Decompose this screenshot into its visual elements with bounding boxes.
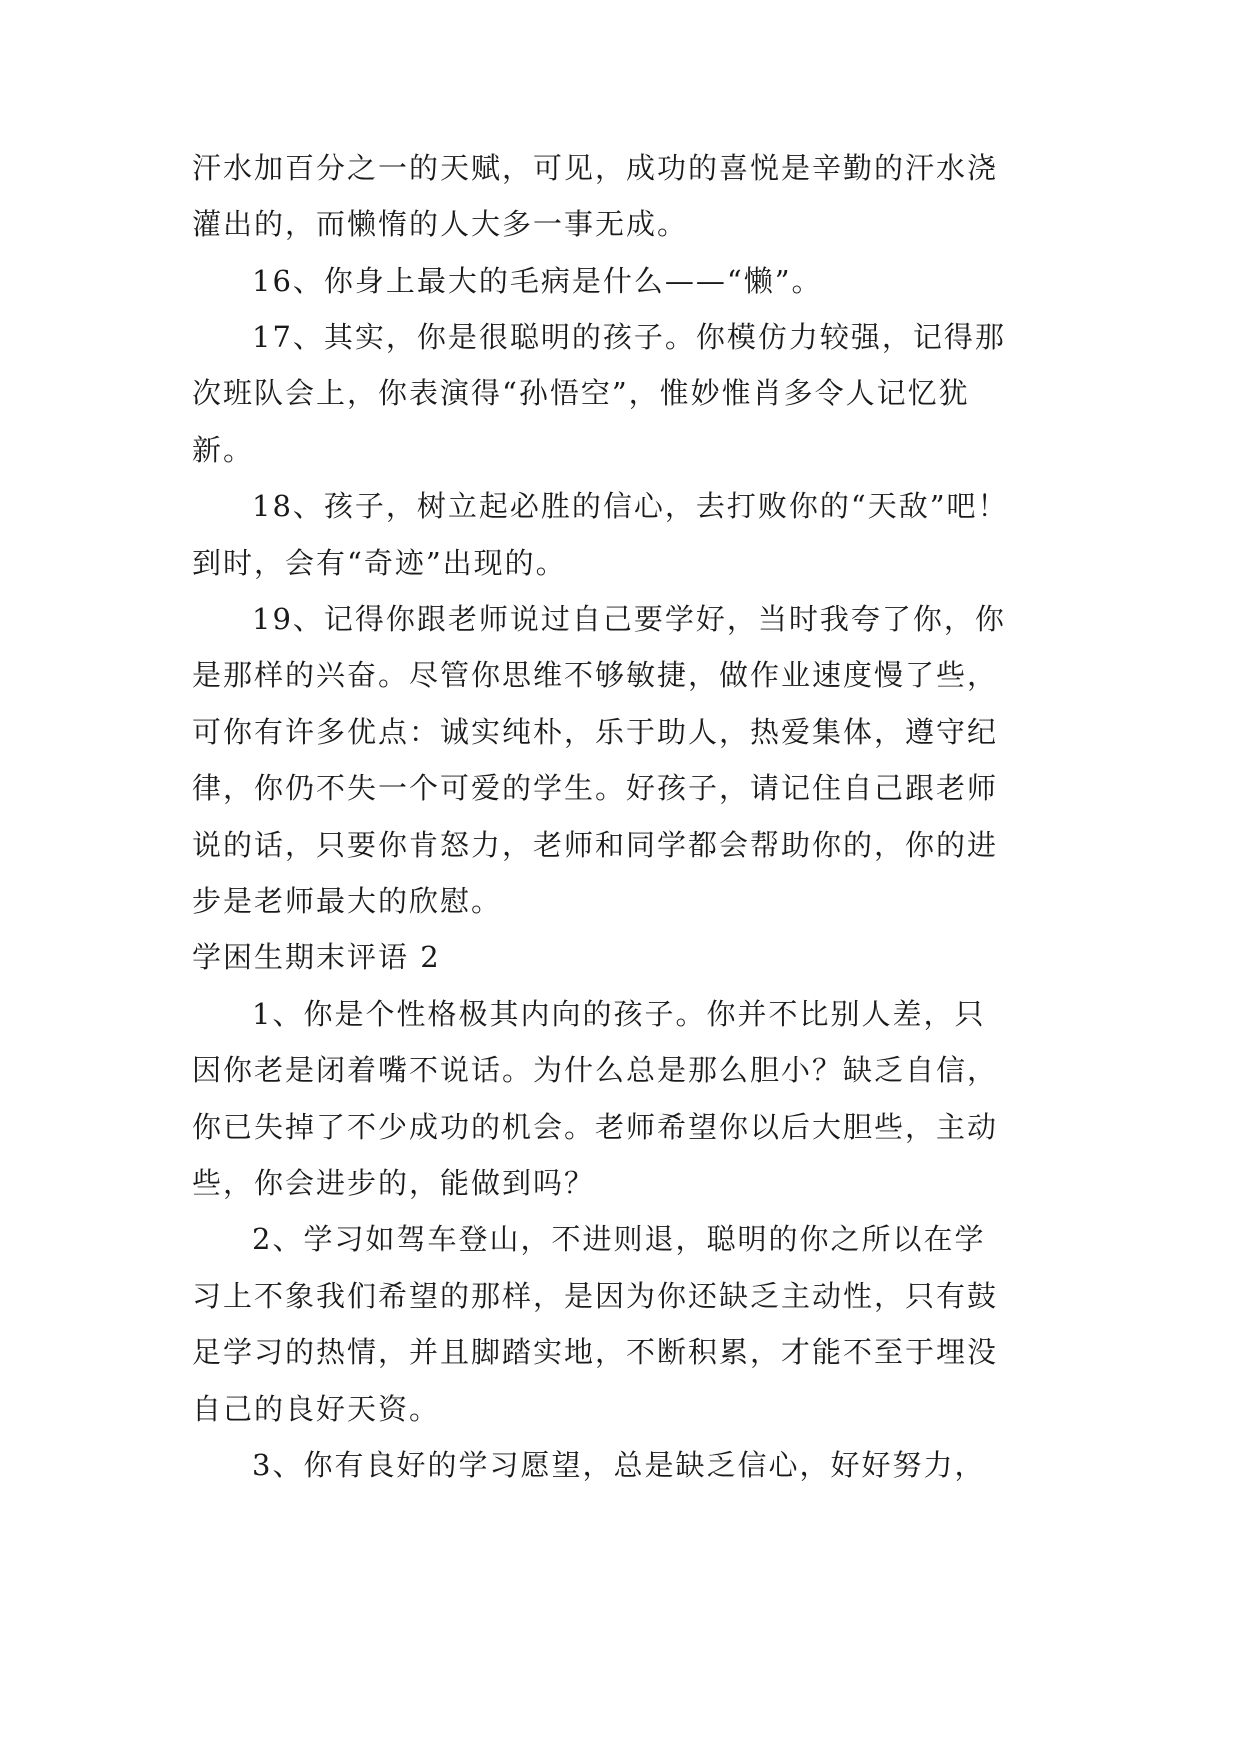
paragraph-line: 3、你有良好的学习愿望，总是缺乏信心，好好努力， xyxy=(252,1448,986,1482)
section-heading: 学困生期末评语 2 xyxy=(192,940,441,974)
paragraph-line: 18、孩子，树立起必胜的信心，去打败你的“天敌”吧！ xyxy=(252,489,1009,523)
text-line: 自己的良好天资。 xyxy=(192,1392,441,1426)
text-line: 你已失掉了不少成功的机会。老师希望你以后大胆些，主动 xyxy=(192,1110,999,1144)
text-line: 律，你仍不失一个可爱的学生。好孩子，请记住自己跟老师 xyxy=(192,771,999,805)
paragraph-line: 16、你身上最大的毛病是什么——“懒”。 xyxy=(252,264,823,298)
text-line: 到时，会有“奇迹”出现的。 xyxy=(192,546,567,580)
text-line: 步是老师最大的欣慰。 xyxy=(192,884,503,918)
text-line: 习上不象我们希望的那样，是因为你还缺乏主动性，只有鼓 xyxy=(192,1279,999,1313)
text-line: 说的话，只要你肯怒力，老师和同学都会帮助你的，你的进 xyxy=(192,828,999,862)
text-line: 灌出的，而懒惰的人大多一事无成。 xyxy=(192,207,689,241)
text-line: 新。 xyxy=(192,433,255,467)
paragraph-line: 17、其实，你是很聪明的孩子。你模仿力较强，记得那 xyxy=(252,320,1006,354)
paragraph-line: 2、学习如驾车登山，不进则退，聪明的你之所以在学 xyxy=(252,1222,986,1256)
text-line: 可你有许多优点：诚实纯朴，乐于助人，热爱集体，遵守纪 xyxy=(192,715,999,749)
text-line: 因你老是闭着嘴不说话。为什么总是那么胆小？缺乏自信， xyxy=(192,1053,999,1087)
text-line: 次班队会上，你表演得“孙悟空”，惟妙惟肖多令人记忆犹 xyxy=(192,376,970,410)
paragraph-line: 19、记得你跟老师说过自己要学好，当时我夸了你，你 xyxy=(252,602,1006,636)
text-line: 是那样的兴奋。尽管你思维不够敏捷，做作业速度慢了些， xyxy=(192,658,999,692)
paragraph-line: 1、你是个性格极其内向的孩子。你并不比别人差，只 xyxy=(252,997,986,1031)
text-line: 些，你会进步的，能做到吗？ xyxy=(192,1166,596,1200)
text-line: 汗水加百分之一的天赋，可见，成功的喜悦是辛勤的汗水浇 xyxy=(192,151,999,185)
text-line: 足学习的热情，并且脚踏实地，不断积累，才能不至于埋没 xyxy=(192,1335,999,1369)
